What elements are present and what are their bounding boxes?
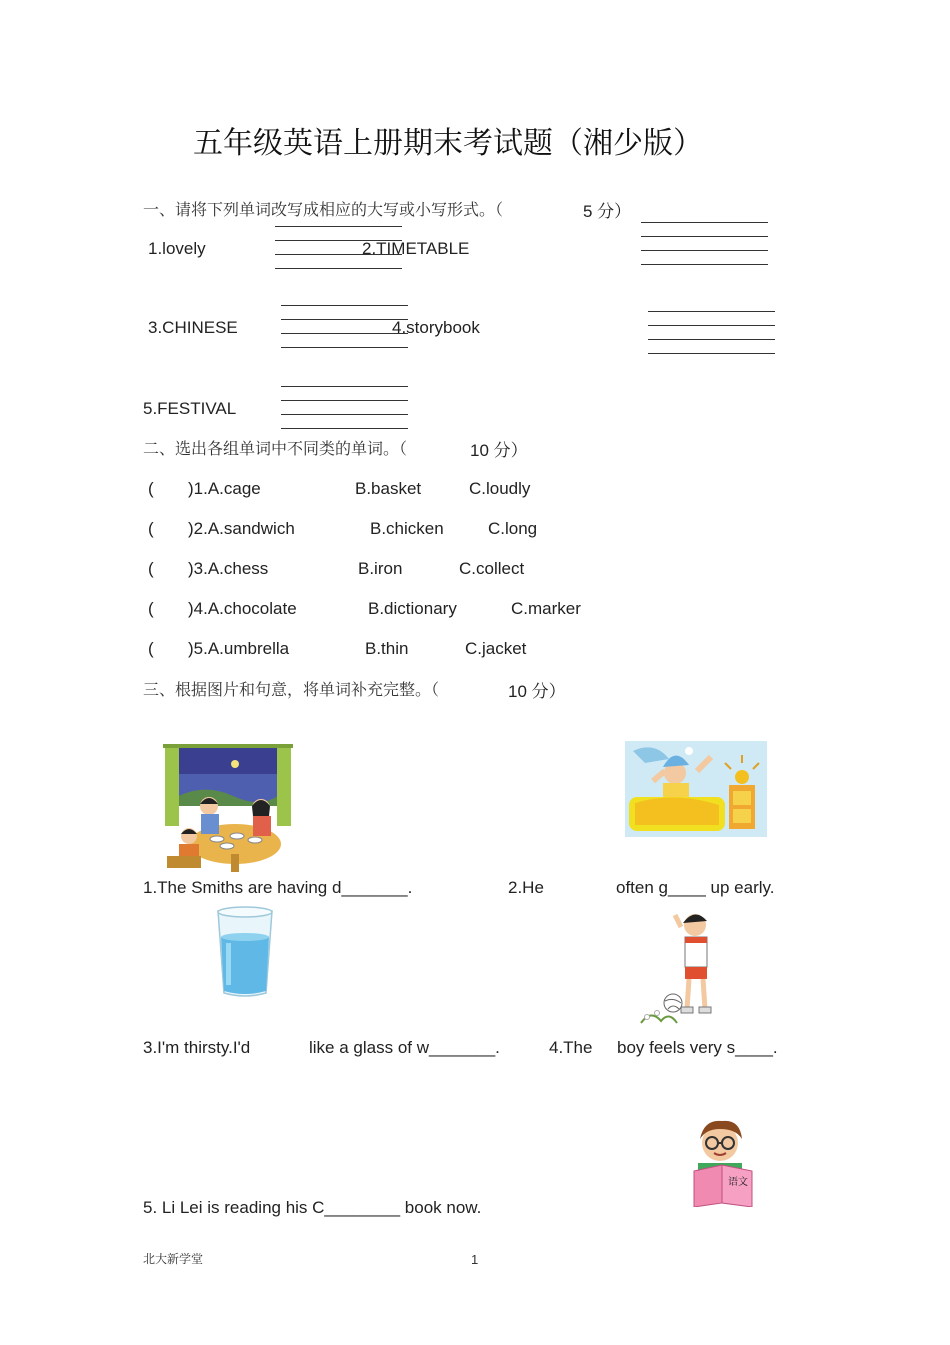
s1-item-5: 5.FESTIVAL: [143, 399, 237, 418]
answer-line: [275, 268, 402, 269]
answer-line: [641, 236, 768, 237]
family-dinner-picture: [163, 744, 293, 874]
answer-line: [648, 353, 775, 354]
q-bracket: (: [148, 559, 154, 578]
s3-question-2-end: often g____ up early.: [616, 878, 775, 897]
s3-question-5: 5. Li Lei is reading his C________ book now.: [143, 1198, 482, 1217]
answer-line: [281, 347, 408, 348]
q-bracket: (: [148, 639, 154, 658]
q-option-a: )1.A.cage: [188, 479, 261, 498]
s3-question-4-start: 4.The: [549, 1038, 593, 1057]
q-option-a: )3.A.chess: [188, 559, 269, 578]
s3-question-3-start: 3.I'm thirsty.I'd: [143, 1038, 251, 1057]
section2-heading: 二、选出各组单词中不同类的单词。（: [143, 439, 408, 458]
section2-score: 10 分）: [470, 441, 528, 460]
q-bracket: (: [148, 519, 154, 538]
q-option-b: B.iron: [358, 559, 403, 578]
q-bracket: (: [148, 479, 154, 498]
q-option-c: C.long: [488, 519, 538, 538]
s1-item-1: 1.lovely: [148, 239, 206, 258]
boy-waking-up-picture: [625, 741, 767, 837]
boy-reading-picture: [680, 1113, 766, 1207]
q-option-c: C.loudly: [469, 479, 531, 498]
q-option-b: B.chicken: [370, 519, 444, 538]
s1-item-2: 2.TIMETABLE: [362, 239, 470, 258]
s3-question-4-end: boy feels very s____.: [617, 1038, 778, 1057]
answer-line: [281, 305, 408, 306]
s3-question-1: 1.The Smiths are having d_______.: [143, 878, 413, 897]
answer-line: [281, 333, 408, 334]
footer-source: 北大新学堂: [143, 1252, 204, 1266]
q-option-c: C.collect: [459, 559, 525, 578]
section3-heading: 三、根据图片和句意，将单词补充完整。（: [143, 680, 440, 699]
q-option-c: C.marker: [511, 599, 581, 618]
q-option-b: B.thin: [365, 639, 409, 658]
book-label: 语文: [728, 1177, 748, 1188]
answer-line: [281, 319, 408, 320]
answer-line: [275, 226, 402, 227]
section1-score: 5 分）: [583, 202, 632, 221]
answer-line: [281, 400, 408, 401]
answer-line: [641, 222, 768, 223]
s1-item-3: 3.CHINESE: [148, 318, 238, 337]
answer-line: [648, 311, 775, 312]
section1-heading: 一、请将下列单词改写成相应的大写或小写形式。（: [143, 200, 504, 219]
q-option-b: B.dictionary: [368, 599, 457, 618]
q-option-b: B.basket: [355, 479, 422, 498]
s3-question-3-end: like a glass of w_______.: [309, 1038, 500, 1057]
answer-line: [281, 386, 408, 387]
q-option-a: )5.A.umbrella: [188, 639, 290, 658]
answer-line: [648, 325, 775, 326]
answer-line: [641, 264, 768, 265]
answer-line: [281, 428, 408, 429]
q-option-c: C.jacket: [465, 639, 527, 658]
page-number: 1: [471, 1252, 479, 1267]
s3-question-2-start: 2.He: [508, 878, 544, 897]
q-option-a: )2.A.sandwich: [188, 519, 295, 538]
answer-line: [648, 339, 775, 340]
glass-of-water-picture: [214, 903, 276, 999]
s1-item-4: 4.storybook: [392, 318, 480, 337]
page-title: 五年级英语上册期末考试题（湘少版）: [193, 126, 703, 161]
section3-score: 10 分）: [508, 682, 566, 701]
q-bracket: (: [148, 599, 154, 618]
q-option-a: )4.A.chocolate: [188, 599, 297, 618]
sick-boy-picture: [635, 905, 743, 1029]
answer-line: [641, 250, 768, 251]
answer-line: [281, 414, 408, 415]
